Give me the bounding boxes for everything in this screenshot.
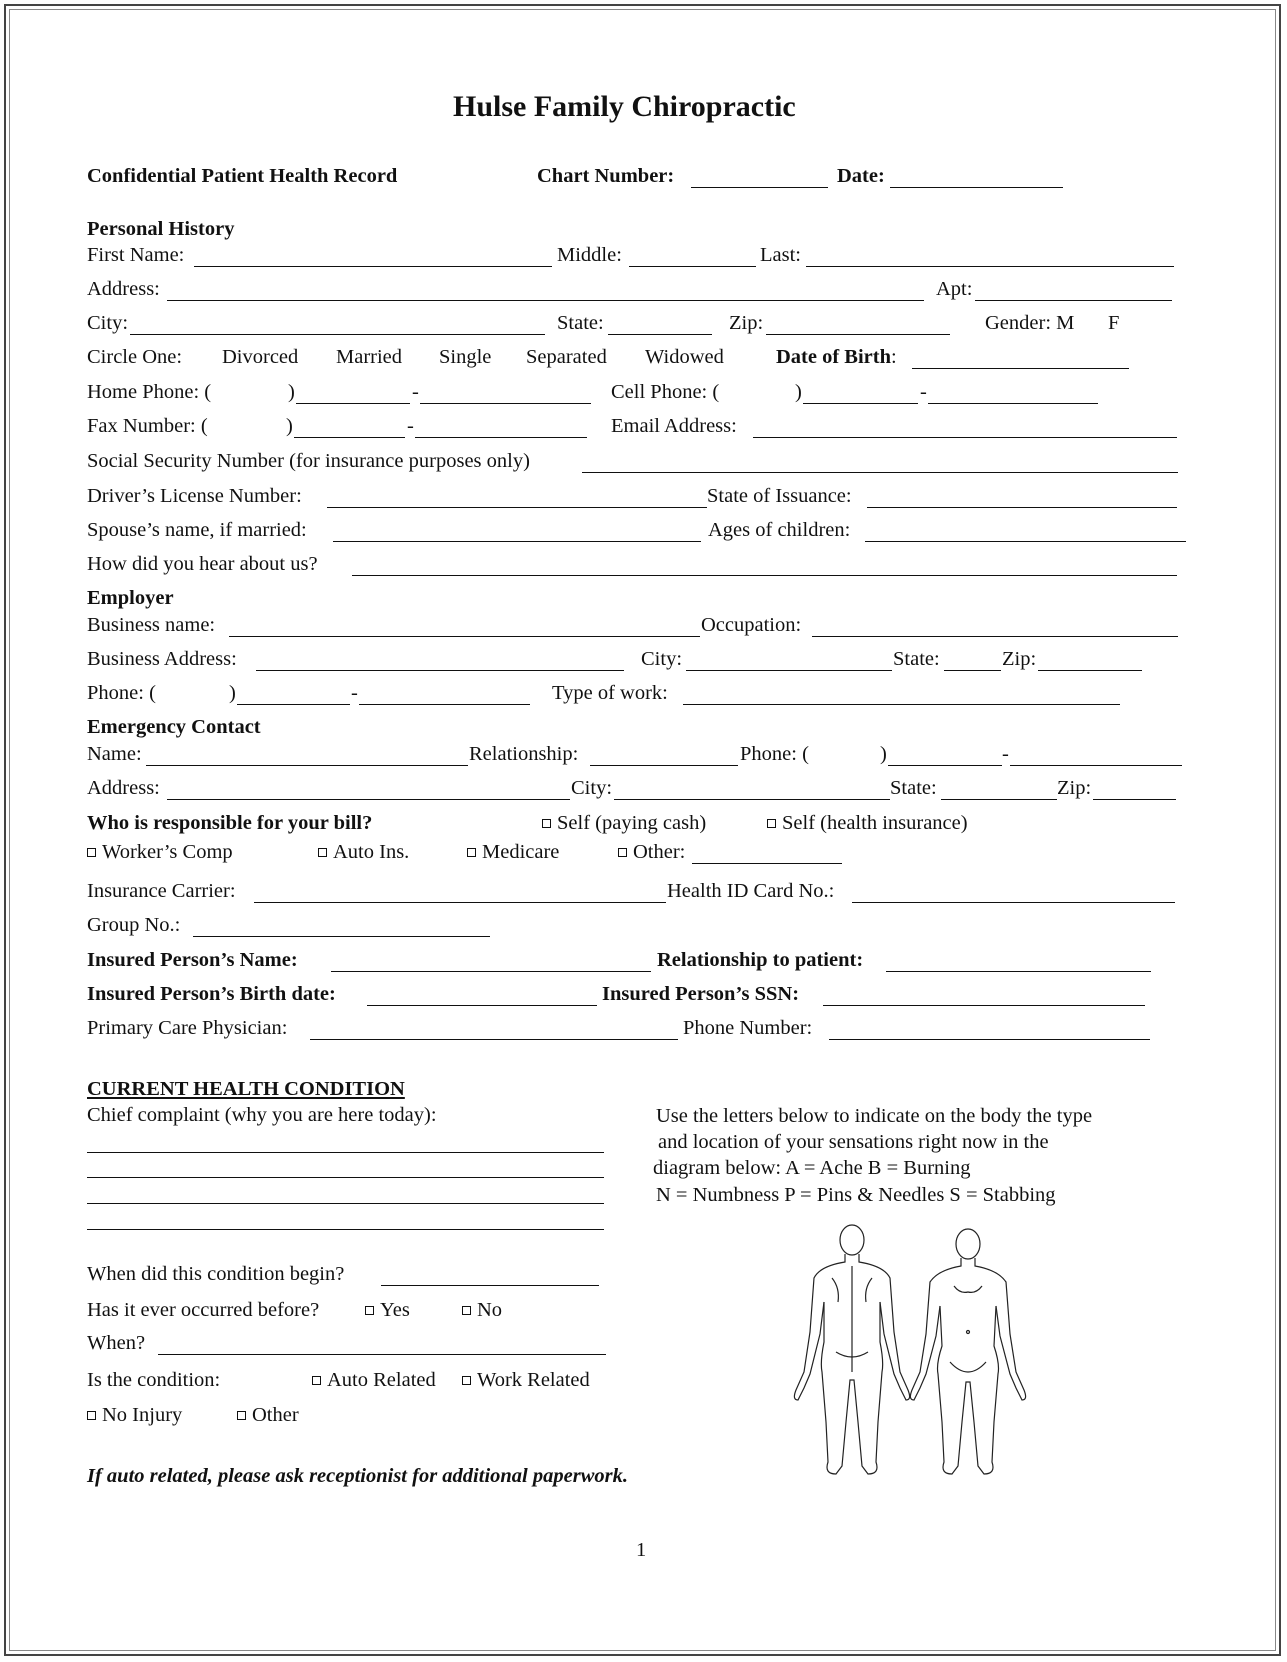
checkbox-icon[interactable] [618,848,627,857]
carrier-label: Insurance Carrier: [87,880,236,902]
state-issuance-field[interactable] [867,507,1177,508]
option-label: Work Related [477,1369,590,1391]
first-name-field[interactable] [194,266,552,267]
marital-option[interactable]: Widowed [645,346,724,368]
diagram-instructions-line: N = Numbness P = Pins & Needles S = Stabbing [656,1184,1056,1206]
body-diagram-icon[interactable] [790,1222,1030,1480]
circle-one-label: Circle One: [87,346,183,368]
form-title: Hulse Family Chiropractic [453,90,796,123]
emergency-zip-label: Zip: [1057,777,1092,799]
business-name-label: Business name: [87,614,216,636]
employer-phone-line-field[interactable] [359,704,530,705]
chief-complaint-line[interactable] [87,1229,604,1230]
chief-complaint-line[interactable] [87,1152,604,1153]
pcp-phone-field[interactable] [829,1039,1150,1040]
insured-name-field[interactable] [331,971,651,972]
employer-heading: Employer [87,587,174,609]
state-field[interactable] [608,334,712,335]
diagram-instructions-line: diagram below: A = Ache B = Burning [653,1157,971,1179]
relationship-field[interactable] [886,971,1151,972]
other-option[interactable] [618,840,685,864]
option-label: No Injury [102,1404,183,1426]
checkbox-icon[interactable] [462,1306,471,1315]
no-injury-option[interactable] [87,1403,182,1427]
checkbox-icon[interactable] [365,1306,374,1315]
record-label: Confidential Patient Health Record [87,165,398,187]
emergency-address-label: Address: [87,777,160,799]
date-label: Date: [837,165,885,187]
option-label: Other: [633,841,686,863]
self-cash-option[interactable] [542,811,706,835]
first-name-label: First Name: [87,244,185,266]
fax-line-field[interactable] [415,437,587,438]
employer-zip-label: Zip: [1002,648,1037,670]
type-of-work-field[interactable] [683,704,1120,705]
marital-option[interactable]: Single [439,346,492,368]
gender-f-option[interactable]: F [1108,312,1120,334]
marital-option[interactable]: Divorced [222,346,299,368]
self-insurance-option[interactable] [767,811,968,835]
medicare-option[interactable] [467,840,559,864]
group-field[interactable] [193,936,490,937]
cell-phone-dash: - [920,381,927,403]
ssn-field[interactable] [582,472,1178,473]
emergency-name-field[interactable] [146,765,468,766]
health-heading: CURRENT HEALTH CONDITION [87,1078,405,1100]
emergency-phone-dash: - [1002,743,1009,765]
emergency-state-field[interactable] [941,799,1057,800]
occupation-field[interactable] [812,636,1178,637]
city-label: City: [87,312,129,334]
children-field[interactable] [865,541,1186,542]
business-name-field[interactable] [229,636,700,637]
emergency-zip-field[interactable] [1093,799,1176,800]
employer-state-field[interactable] [944,670,1001,671]
group-label: Group No.: [87,914,181,936]
checkbox-icon[interactable] [318,848,327,857]
option-label: Other [252,1404,299,1426]
fax-dash: - [407,415,414,437]
carrier-field[interactable] [254,902,666,903]
option-label: Self (paying cash) [557,812,707,834]
spouse-label: Spouse’s name, if married: [87,519,307,541]
checkbox-icon[interactable] [467,848,476,857]
business-address-label: Business Address: [87,648,237,670]
last-label: Last: [760,244,801,266]
ssn-label: Social Security Number (for insurance purposes only) [87,450,530,472]
diagram-instructions-line: and location of your sensations right now in the [658,1131,1049,1153]
emergency-phone-line-field[interactable] [1010,765,1182,766]
checkbox-icon[interactable] [237,1411,246,1420]
insured-birth-label: Insured Person’s Birth date: [87,983,336,1005]
checkbox-icon[interactable] [87,848,96,857]
emergency-address-field[interactable] [167,799,570,800]
auto-related-option[interactable] [312,1368,436,1392]
chart-number-label: Chart Number: [537,165,675,187]
zip-field[interactable] [766,334,950,335]
marital-option[interactable]: Married [336,346,403,368]
body-back-figure [794,1225,909,1474]
occurred-yes-option[interactable] [365,1298,410,1322]
state-issuance-label: State of Issuance: [707,485,852,507]
gender-label[interactable]: Gender: M [985,312,1075,334]
business-address-field[interactable] [256,670,624,671]
dob-colon: : [891,346,897,368]
employer-phone-label: Phone: ( [87,682,156,704]
home-phone-dash: - [412,381,419,403]
pcp-field[interactable] [310,1039,678,1040]
health-id-label: Health ID Card No.: [667,880,835,902]
dob-label [776,345,897,369]
option-label: Worker’s Comp [102,841,233,863]
pcp-phone-label: Phone Number: [683,1017,813,1039]
middle-field[interactable] [629,266,756,267]
chief-complaint-label: Chief complaint (why you are here today): [87,1104,437,1126]
workers-comp-option[interactable] [87,840,233,864]
home-phone-line-field[interactable] [420,403,591,404]
option-label: Auto Related [327,1369,436,1391]
date-field[interactable] [890,187,1063,188]
emergency-name-label: Name: [87,743,142,765]
checkbox-icon[interactable] [312,1376,321,1385]
pcp-label: Primary Care Physician: [87,1017,288,1039]
emergency-state-label: State: [890,777,937,799]
employer-state-label: State: [893,648,940,670]
hear-label: How did you hear about us? [87,553,318,575]
emergency-phone-prefix-field[interactable] [888,765,1002,766]
chief-complaint-line[interactable] [87,1203,604,1204]
insured-birth-field[interactable] [367,1005,597,1006]
page-number: 1 [636,1539,647,1561]
fax-paren: ) [286,415,293,437]
type-of-work-label: Type of work: [552,682,668,704]
spouse-field[interactable] [333,541,701,542]
hear-field[interactable] [352,575,1177,576]
relationship-label: Relationship to patient: [657,949,864,971]
emergency-heading: Emergency Contact [87,716,261,738]
began-label: When did this condition begin? [87,1263,345,1285]
last-name-field[interactable] [806,266,1174,267]
option-label: Self (health insurance) [782,812,968,834]
employer-phone-paren: ) [229,682,236,704]
other-field[interactable] [692,863,842,864]
emergency-relationship-field[interactable] [590,765,738,766]
children-label: Ages of children: [708,519,851,541]
emergency-phone-label: Phone: ( [740,743,809,765]
checkbox-icon[interactable] [542,819,551,828]
home-phone-prefix-field[interactable] [296,403,410,404]
address-field[interactable] [167,300,924,301]
email-label: Email Address: [611,415,737,437]
employer-phone-dash: - [351,682,358,704]
home-phone-paren: ) [288,381,295,403]
emergency-phone-paren: ) [880,743,887,765]
option-label: No [477,1299,503,1321]
email-field[interactable] [753,437,1177,438]
auto-related-note: If auto related, please ask receptionist for additional paperwork. [87,1465,628,1487]
insured-ssn-label: Insured Person’s SSN: [602,983,800,1005]
license-label: Driver’s License Number: [87,485,302,507]
fax-label: Fax Number: ( [87,415,208,437]
option-label: Medicare [482,841,560,863]
insured-ssn-field[interactable] [823,1005,1145,1006]
diagram-instructions-line: Use the letters below to indicate on the body the type [656,1105,1093,1127]
fax-prefix-field[interactable] [294,437,405,438]
cell-phone-label: Cell Phone: ( [611,381,720,403]
home-phone-label: Home Phone: ( [87,381,212,403]
dob-label-text: Date of Birth [776,346,892,368]
marital-option[interactable]: Separated [526,346,607,368]
option-label: Yes [380,1299,410,1321]
employer-city-label: City: [641,648,683,670]
apt-field[interactable] [975,300,1172,301]
license-field[interactable] [327,507,707,508]
middle-label: Middle: [557,244,622,266]
billing-question: Who is responsible for your bill? [87,812,373,834]
insured-name-label: Insured Person’s Name: [87,949,298,971]
occurred-no-option[interactable] [462,1298,502,1322]
auto-ins-option[interactable] [318,840,409,864]
apt-label: Apt: [936,278,973,300]
body-front-figure [910,1229,1025,1474]
checkbox-icon[interactable] [767,819,776,828]
cell-phone-prefix-field[interactable] [803,403,918,404]
checkbox-icon[interactable] [462,1376,471,1385]
cell-phone-line-field[interactable] [928,403,1098,404]
occupation-label: Occupation: [701,614,802,636]
zip-label: Zip: [729,312,764,334]
emergency-city-field[interactable] [614,799,890,800]
address-label: Address: [87,278,160,300]
employer-zip-field[interactable] [1038,670,1142,671]
work-related-option[interactable] [462,1368,590,1392]
occurred-label: Has it ever occurred before? [87,1299,320,1321]
when-label: When? [87,1332,146,1354]
dob-field[interactable] [912,368,1129,369]
employer-phone-prefix-field[interactable] [237,704,350,705]
other-condition-option[interactable] [237,1403,299,1427]
emergency-city-label: City: [571,777,613,799]
emergency-relationship-label: Relationship: [469,743,579,765]
when-field[interactable] [158,1354,606,1355]
option-label: Auto Ins. [333,841,410,863]
employer-city-field[interactable] [686,670,892,671]
city-field[interactable] [130,334,545,335]
health-id-field[interactable] [852,902,1175,903]
cell-phone-paren: ) [795,381,802,403]
checkbox-icon[interactable] [87,1411,96,1420]
state-label: State: [557,312,604,334]
personal-history-heading: Personal History [87,218,235,240]
began-field[interactable] [381,1285,599,1286]
chart-number-field[interactable] [691,187,828,188]
chief-complaint-line[interactable] [87,1177,604,1178]
is-condition-label: Is the condition: [87,1369,221,1391]
